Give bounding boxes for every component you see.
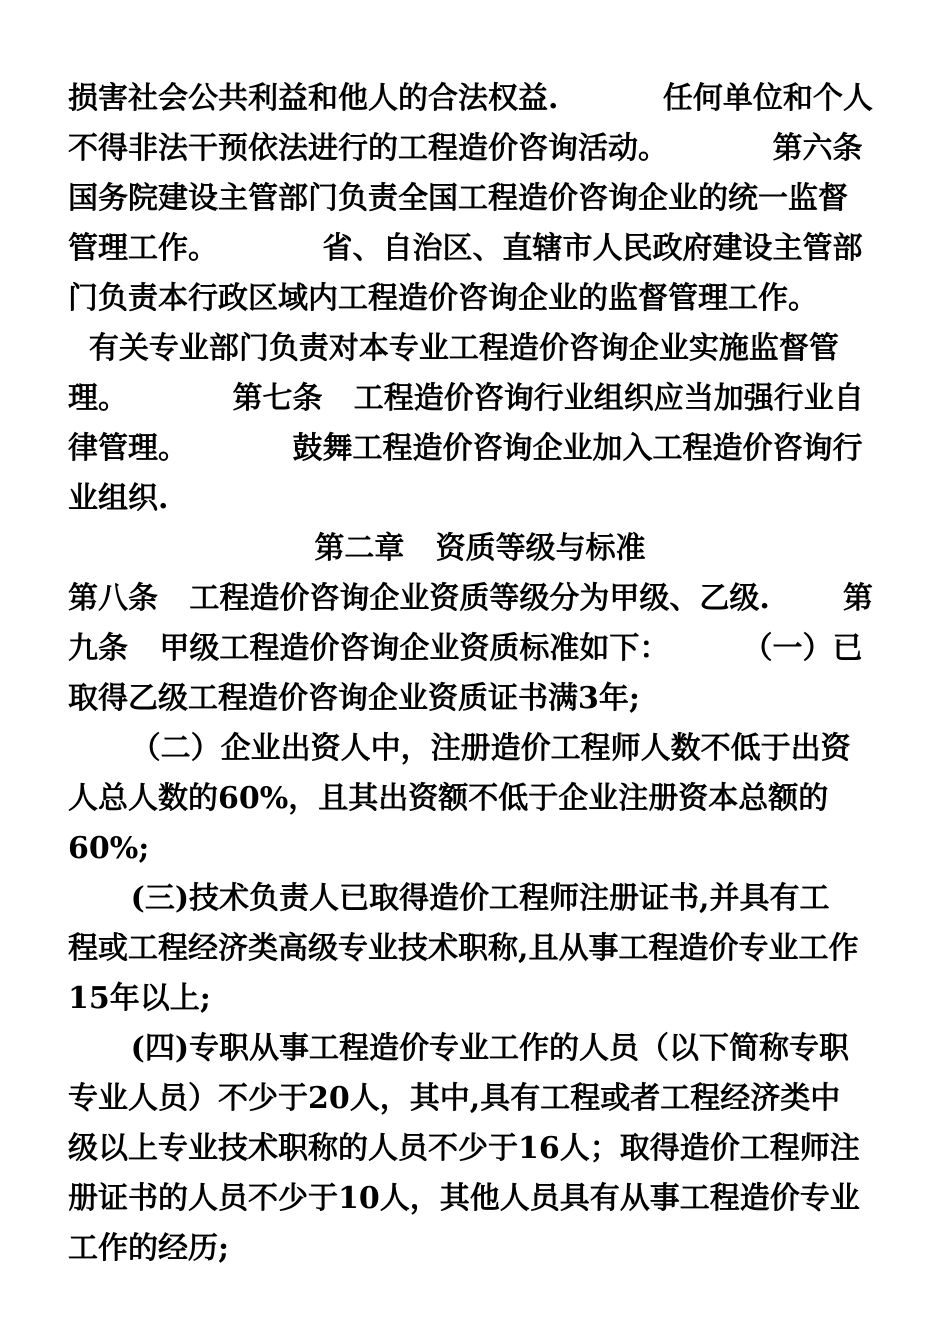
text-line: 管理工作。 省、自治区、直辖市人民政府建设主管部	[68, 231, 863, 266]
text-line: 有关专业部门负责对本专业工程造价咨询企业实施监督管	[68, 331, 839, 366]
text-line: 国务院建设主管部门负责全国工程造价咨询企业的统一监督	[68, 181, 848, 216]
text-line: 册证书的人员不少于10人，其他人员具有从事工程造价专业	[68, 1181, 860, 1216]
text-line: 程或工程经济类高级专业技术职称,且从事工程造价专业工作	[68, 931, 859, 966]
text-line: 门负责本行政区域内工程造价咨询企业的监督管理工作。	[68, 281, 818, 316]
text-line: 律管理。 鼓舞工程造价咨询企业加入工程造价咨询行	[68, 431, 863, 466]
text-line: 业组织.	[68, 481, 169, 516]
text-line: 九条 甲级工程造价咨询企业资质标准如下： （一）已	[68, 631, 863, 666]
text-line: 人总人数的60%，且其出资额不低于企业注册资本总额的	[68, 781, 829, 816]
text-line: 理。 第七条 工程造价咨询行业组织应当加强行业自	[68, 381, 864, 416]
text-line: (三)技术负责人已取得造价工程师注册证书,并具有工	[68, 881, 830, 916]
text-line: (四)专职从事工程造价专业工作的人员（以下简称专职	[68, 1031, 850, 1066]
text-line: 工作的经历;	[68, 1231, 230, 1266]
chapter-heading: 第二章 资质等级与标准	[314, 531, 646, 566]
text-line: 60%;	[68, 831, 150, 866]
text-line: （二）企业出资人中，注册造价工程师人数不低于出资	[68, 731, 851, 766]
text-line: 第八条 工程造价咨询企业资质等级分为甲级、乙级. 第	[68, 581, 873, 616]
text-line: 不得非法干预依法进行的工程造价咨询活动。 第六条	[68, 131, 863, 166]
text-line: 15年以上;	[68, 981, 211, 1016]
text-line: 取得乙级工程造价咨询企业资质证书满3年;	[68, 681, 640, 716]
text-line: 损害社会公共利益和他人的合法权益. 任何单位和个人	[68, 81, 873, 116]
text-line: 级以上专业技术职称的人员不少于16人；取得造价工程师注	[68, 1131, 860, 1166]
text-line: 专业人员）不少于20人，其中,具有工程或者工程经济类中	[68, 1081, 841, 1116]
